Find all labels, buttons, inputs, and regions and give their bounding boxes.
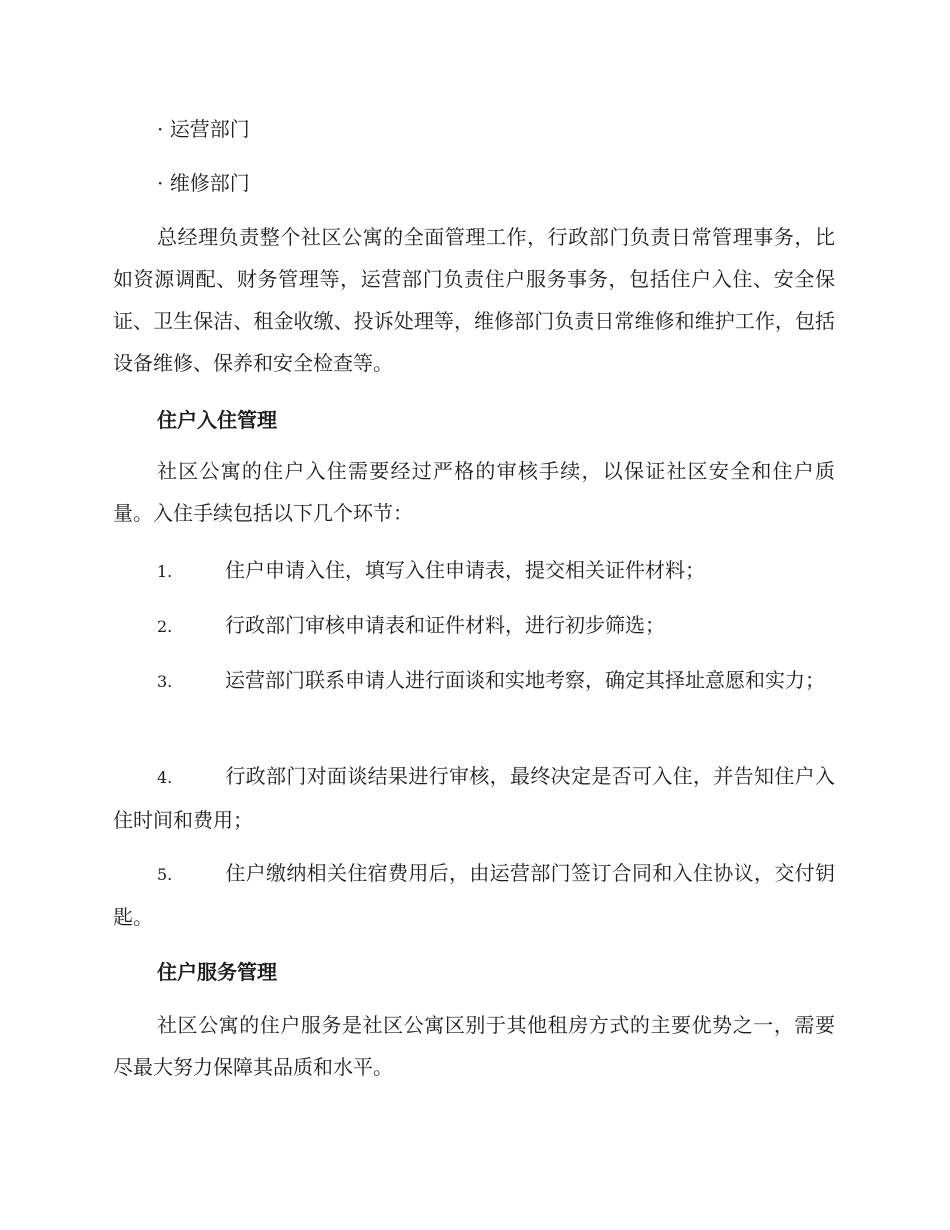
section-heading-service: 住户服务管理	[157, 960, 277, 984]
paragraph-service-intro: 社区公寓的住户服务是社区公寓区别于其他租房方式的主要优势之一，需要尽最大努力保障其品质和水平。	[113, 1013, 835, 1079]
bullet-item-maintenance: · 维修部门	[157, 171, 250, 195]
list-number: 2.	[157, 617, 173, 636]
list-item-text: 运营部门联系申请人进行面谈和实地考察，确定其择址意愿和实力；	[225, 668, 825, 692]
list-item-text: 住户申请入住，填写入住申请表，提交相关证件材料；	[225, 558, 705, 582]
paragraph-checkin-intro: 社区公寓的住户入住需要经过严格的审核手续，以保证社区安全和住户质量。入住手续包括以下几个环节：	[113, 459, 835, 525]
paragraph-overview: 总经理负责整个社区公寓的全面管理工作，行政部门负责日常管理事务，比如资源调配、财务管理等，运营部门负责住户服务事务，包括住户入住、安全保证、卫生保洁、租金收缴、投诉处理等，维修部门负责日常维修和维护工作，包括设备维修、保养和安全检查等。	[113, 225, 835, 375]
list-item-text: 住户缴纳相关住宿费用后，由运营部门签订合同和入住协议，交付钥匙。	[113, 861, 835, 929]
list-number: 1.	[157, 562, 173, 581]
list-item-text: 行政部门对面谈结果进行审核，最终决定是否可入住，并告知住户入住时间和费用；	[113, 764, 835, 832]
numbered-list-item	[113, 549, 835, 593]
bullet-item-operations: · 运营部门	[157, 117, 250, 141]
list-number: 3.	[157, 672, 173, 691]
list-number: 4.	[157, 768, 173, 787]
list-item-text: 行政部门审核申请表和证件材料，进行初步筛选；	[225, 613, 665, 637]
section-heading-checkin: 住户入住管理	[157, 408, 277, 432]
numbered-list-item	[113, 659, 835, 703]
numbered-list-item	[113, 852, 835, 938]
list-number: 5.	[157, 865, 173, 884]
numbered-list-item	[113, 604, 835, 648]
numbered-list-item	[113, 755, 835, 841]
